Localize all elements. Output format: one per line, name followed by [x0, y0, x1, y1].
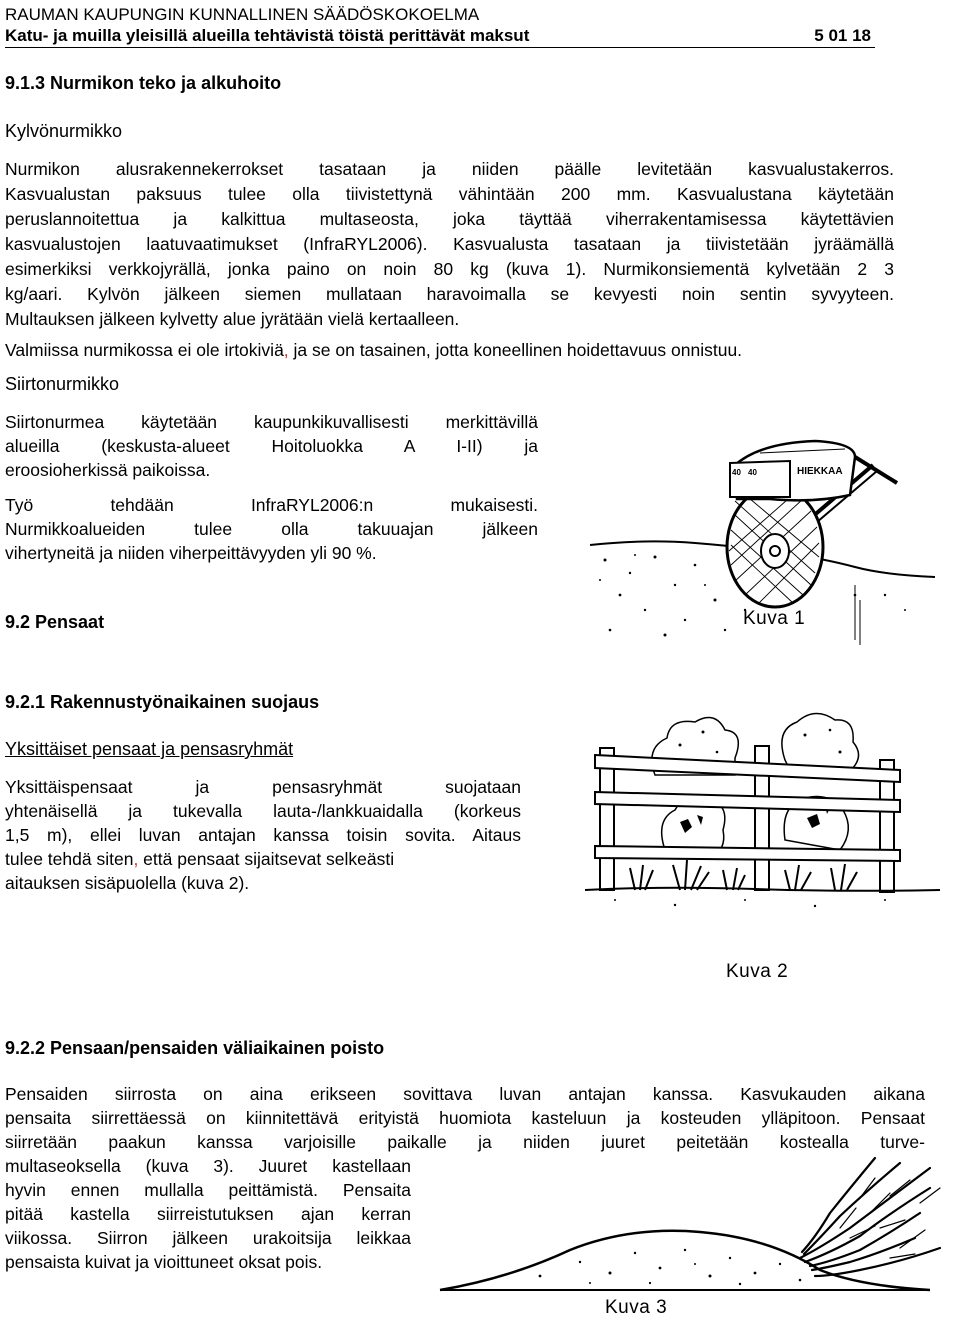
paragraph-line: Pensaiden siirrosta on aina erikseen sovittava luvan antajan kanssa. Kasvukauden aikana — [5, 1084, 925, 1104]
subheading-kylvonurmikko: Kylvönurmikko — [5, 121, 123, 141]
weight-label-a: 40 — [732, 468, 741, 477]
roller-label: HIEKKAA — [797, 466, 843, 477]
figure-caption-2: Kuva 2 — [726, 961, 789, 982]
header-title-row — [5, 26, 875, 46]
paragraph-line: aitauksen sisäpuolella (kuva 2). — [5, 873, 250, 893]
paragraph-line: Multauksen jälkeen kylvetty alue jyrätään vielä kertaalleen. — [5, 309, 460, 329]
paragraph-line: eroosioherkissä paikoissa. — [5, 460, 211, 480]
section-heading-92: 9.2 Pensaat — [5, 612, 105, 632]
paragraph-line: Nurmikon alusrakennekerrokset tasataan ja niiden päälle levitetään kasvualustakerros. — [5, 159, 894, 179]
red-comma: , — [133, 849, 139, 869]
figure-caption-3: Kuva 3 — [605, 1297, 668, 1318]
paragraph-line: pensaista kuivat ja vioittuneet oksat pois. — [5, 1252, 323, 1272]
document-header — [5, 5, 875, 48]
paragraph-line: yhtenäisellä ja tukevalla lauta-/lankkuaidalla (korkeus — [5, 801, 521, 821]
paragraph-line: hyvin ennen mullalla peittämistä. Pensaita — [5, 1180, 411, 1200]
paragraph-line: kg/aari. Kylvön jälkeen siemen mullataan haravoimalla se kevyesti noin sentin syvyyteen. — [5, 284, 894, 304]
paragraph-line: Nurmikkoalueiden tulee olla takuuajan jälkeen — [5, 519, 538, 539]
text-run: että pensaat sijaitsevat selkeästi — [138, 849, 395, 869]
subheading-yksittaiset: Yksittäiset pensaat ja pensasryhmät — [5, 739, 294, 759]
text-run: Valmiissa nurmikossa ei ole irtokiviä — [5, 340, 284, 360]
header-number: 5 01 18 — [814, 26, 871, 45]
header-rule — [5, 47, 875, 48]
fence-illustration — [585, 700, 940, 915]
paragraph-line: pitää kastella siirreistutuksen ajan kerran — [5, 1204, 411, 1224]
header-title: Katu- ja muilla yleisillä alueilla tehtävistä töistä perittävät maksut — [5, 26, 530, 45]
paragraph-line: Työ tehdään InfraRYL2006:n mukaisesti. — [5, 495, 538, 515]
header-organization: RAUMAN KAUPUNGIN KUNNALLINEN SÄÄDÖSKOKOELMA — [5, 5, 480, 24]
text-run: tulee tehdä siten — [5, 849, 134, 869]
paragraph-line: vihertyneitä ja niiden viherpeittävyyden yli 90 %. — [5, 543, 377, 563]
section-heading-913: 9.1.3 Nurmikon teko ja alkuhoito — [5, 73, 282, 93]
red-comma: , — [283, 340, 289, 360]
text-run: ja se on tasainen, jotta koneellinen hoidettavuus onnistuu. — [288, 340, 743, 360]
paragraph-line: viikossa. Siirron jälkeen urakoitsija leikkaa — [5, 1228, 411, 1248]
section-heading-922: 9.2.2 Pensaan/pensaiden väliaikainen poisto — [5, 1038, 385, 1058]
paragraph-line: siirretään paakun kanssa varjoisille paikalle ja niiden juuret peitetään kostealla turve- — [5, 1132, 925, 1152]
paragraph-line: Kasvualustan paksuus tulee olla tiivistettynä vähintään 200 mm. Kasvualustana käytetään — [5, 184, 894, 204]
paragraph-valmiissa — [5, 340, 742, 361]
subheading-siirtonurmikko: Siirtonurmikko — [5, 374, 120, 394]
paragraph-line: esimerkiksi verkkojyrällä, jonka paino on noin 80 kg (kuva 1). Nurmikonsiementä kylvetään 2 3 — [5, 259, 894, 279]
figure-caption-1: Kuva 1 — [743, 608, 806, 629]
paragraph-line: alueilla (keskusta-alueet Hoitoluokka A I-II) ja — [5, 436, 538, 456]
paragraph-line: 1,5 m), ellei luvan antajan kanssa toisin sovita. Aitaus — [5, 825, 521, 845]
section-heading-921: 9.2.1 Rakennustyönaikainen suojaus — [5, 692, 320, 712]
paragraph-line: pensaita siirrettäessä on kiinnitettävä erityistä huomiota kasteluun ja kosteuden ylläpitoon. Pensaat — [5, 1108, 925, 1128]
shrub-illustration — [420, 1158, 955, 1303]
paragraph-line: Yksittäispensaat ja pensasryhmät suojataan — [5, 777, 521, 797]
paragraph-line: peruslannoitettua ja kalkittua multaseosta, joka täyttää viherrakentamisessa käytettävien — [5, 209, 894, 229]
weight-label-b: 40 — [748, 468, 757, 477]
paragraph-line: multaseoksella (kuva 3). Juuret kastellaan — [5, 1156, 411, 1176]
paragraph-line: Siirtonurmea käytetään kaupunkikuvallisesti merkittävillä — [5, 412, 538, 432]
paragraph-line: kasvualustojen laatuvaatimukset (InfraRYL2006). Kasvualusta tasataan ja tiivistetään jyräämällä — [5, 234, 894, 254]
paragraph-line-split — [5, 849, 394, 870]
